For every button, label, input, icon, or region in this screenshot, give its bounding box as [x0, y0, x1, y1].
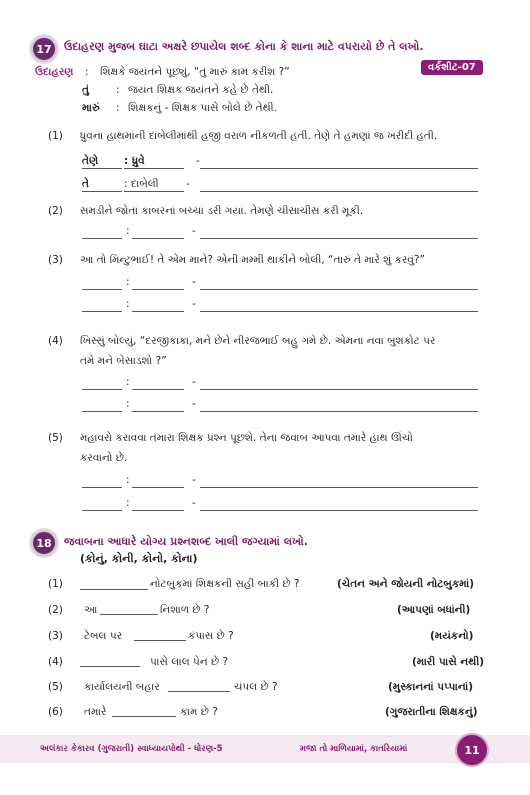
question-text: મહાવરો કરાવવા તમારા શિક્ષક પ્રશ્ન પૂછશે. તેના જવાબ આપવા તમારે હાથ ઊંચો	[80, 432, 413, 444]
example-colon: :	[116, 84, 120, 96]
section-17-number: 17	[31, 36, 57, 62]
item-number: (6)	[48, 706, 63, 718]
answer-line	[124, 191, 184, 192]
question-number: (4)	[48, 335, 63, 347]
answer-colon: :	[126, 276, 130, 288]
fill-blank[interactable]	[80, 666, 140, 667]
answer-dash: -	[192, 398, 196, 410]
answer-blank[interactable]	[200, 487, 478, 488]
answer-dash: -	[196, 155, 200, 167]
example-key: મારું	[82, 102, 100, 114]
question-text: સમડીને જોતાં કાબરનાં બચ્ચાં ડરી ગયાં. તેમણે ચીસાચીસ કરી મૂકી.	[80, 205, 364, 217]
answer-line[interactable]	[132, 238, 184, 239]
question-number: (1)	[48, 130, 63, 142]
answer-blank[interactable]	[200, 510, 478, 511]
answer-colon: :	[126, 398, 130, 410]
section-18-number: 18	[31, 530, 57, 556]
item-text-before: આ	[84, 604, 98, 616]
footer-book-title: અલંકાર કેકારવ (ગુજરાતી) સ્વાધ્યાયપોથી - ધોરણ-5	[40, 744, 223, 754]
fill-blank[interactable]	[80, 589, 148, 590]
example-colon: :	[85, 66, 89, 78]
example-label: ઉદાહરણ	[35, 66, 74, 78]
question-text: તમે મને બેસાડશો ?”	[80, 355, 167, 367]
fill-blank[interactable]	[134, 640, 186, 641]
item-number: (1)	[48, 578, 63, 590]
answer-blank[interactable]	[200, 168, 478, 169]
worksheet-badge: વર્કશીટ-07	[421, 60, 483, 75]
example-text: શિક્ષકે જયંતને પૂછ્યું, “તું મારું કામ કરીશ ?”	[100, 66, 290, 78]
answer-blank[interactable]	[200, 311, 478, 312]
word-line[interactable]	[82, 411, 122, 412]
answer-blank[interactable]	[200, 389, 478, 390]
word-line[interactable]	[82, 311, 122, 312]
answer-colon: :	[126, 225, 130, 237]
question-text: કરવાનો છે.	[80, 452, 128, 464]
word-line	[82, 191, 122, 192]
answer-dash: -	[192, 376, 196, 388]
example-text: શિક્ષકનું - શિક્ષક પાસે બોલે છે તેથી.	[128, 102, 278, 114]
section-17-title: ઉદાહરણ મુજબ ઘાટા અક્ષરે છપાયેલ શબ્દ કોના કે શાના માટે વપરાયો છે તે લખો.	[64, 40, 424, 53]
item-number: (2)	[48, 604, 63, 616]
answer-dash: -	[192, 276, 196, 288]
answer-dash: -	[186, 178, 190, 190]
answer-colon: :	[126, 497, 130, 509]
section-18-subtitle: (કોનું, કોની, કોનો, કોના)	[80, 552, 198, 565]
item-text-after: નિશાળ છે ?	[160, 604, 210, 616]
item-text-after: કંપાસ છે ?	[188, 630, 234, 642]
item-hint: (આપણાં બધાંની)	[397, 604, 471, 616]
question-text: ખિસ્સું બોલ્યું, “દરજીકાકા, મને છેને નીરજભાઈ બહુ ગમે છે. એમના નવા બુશકોટ પર	[80, 335, 436, 347]
answer-colon: :	[126, 474, 130, 486]
answer-blank[interactable]	[200, 238, 478, 239]
word-line[interactable]	[82, 487, 122, 488]
item-number: (5)	[48, 681, 63, 693]
item-number: (4)	[48, 656, 63, 668]
item-text-before: કાર્યાલયની બહાર	[84, 681, 160, 693]
item-hint: (મયંકનો)	[430, 630, 474, 642]
answer-word: તેણે	[82, 155, 99, 167]
answer-dash: -	[192, 497, 196, 509]
answer-blank[interactable]	[200, 289, 478, 290]
word-line	[82, 168, 122, 169]
item-text-after: કામ છે ?	[180, 706, 218, 718]
page-number: 11	[455, 733, 489, 767]
answer-line[interactable]	[132, 311, 184, 312]
item-text-before: ટેબલ પર	[84, 630, 123, 642]
example-key: તું	[82, 84, 89, 96]
question-number: (2)	[48, 205, 63, 217]
item-text-after: નોટબુકમાં શિક્ષકની સહી બાકી છે ?	[150, 578, 300, 590]
answer-dash: -	[192, 474, 196, 486]
footer-tagline: મજા તો માળિયામાં, કાતરિયામાં	[300, 744, 408, 754]
item-hint: (મુસ્કાનનાં પપ્પાનાં)	[388, 681, 474, 693]
fill-blank[interactable]	[168, 691, 230, 692]
answer-line[interactable]	[132, 389, 184, 390]
answer-colon: :	[126, 298, 130, 310]
answer-colon: :	[126, 376, 130, 388]
answer-text: : દાબેલી	[124, 178, 159, 190]
answer-line[interactable]	[132, 289, 184, 290]
word-line[interactable]	[82, 238, 122, 239]
word-line[interactable]	[82, 389, 122, 390]
question-number: (5)	[48, 432, 63, 444]
answer-line[interactable]	[132, 411, 184, 412]
example-colon: :	[116, 102, 120, 114]
item-text-before: તમારે	[84, 706, 107, 718]
fill-blank[interactable]	[112, 716, 176, 717]
answer-dash: -	[192, 225, 196, 237]
answer-line[interactable]	[132, 510, 184, 511]
word-line[interactable]	[82, 510, 122, 511]
answer-blank[interactable]	[200, 411, 478, 412]
section-18-title: જવાબના આધારે યોગ્ય પ્રશ્નશબ્દ ખાલી જગ્યામાં લખો.	[64, 535, 308, 548]
item-number: (3)	[48, 630, 63, 642]
item-text-after: પાસે લાલ પેન છે ?	[150, 656, 229, 668]
answer-dash: -	[192, 298, 196, 310]
answer-blank[interactable]	[200, 191, 478, 192]
answer-line[interactable]	[132, 487, 184, 488]
item-hint: (મારી પાસે નથી)	[412, 656, 485, 668]
fill-blank[interactable]	[100, 614, 158, 615]
example-text: જયંત શિક્ષક જયંતને કહે છે તેથી.	[128, 84, 274, 96]
question-text: આ તો મિન્ટુભાઈ! તે એમ માને? એની મમ્મી થાકીને બોલી, “તારું તે મારે શું કરવું?”	[80, 254, 425, 266]
word-line[interactable]	[82, 289, 122, 290]
item-hint: (ચેતન અને જોયની નોટબુકમાં)	[337, 578, 475, 590]
item-text-after: ચંપલ છે ?	[234, 681, 278, 693]
question-number: (3)	[48, 254, 63, 266]
answer-text: : ધ્રુવે	[124, 155, 145, 167]
question-text: ધ્રુવના હાથમાંની દાબેલીમાંથી હજી વરાળ નીકળતી હતી. તેણે તે હમણાં જ ખરીદી હતી.	[80, 130, 438, 142]
item-hint: (ગુજરાતીના શિક્ષકનું)	[385, 706, 478, 718]
answer-line	[124, 168, 184, 169]
answer-word: તે	[82, 178, 89, 190]
